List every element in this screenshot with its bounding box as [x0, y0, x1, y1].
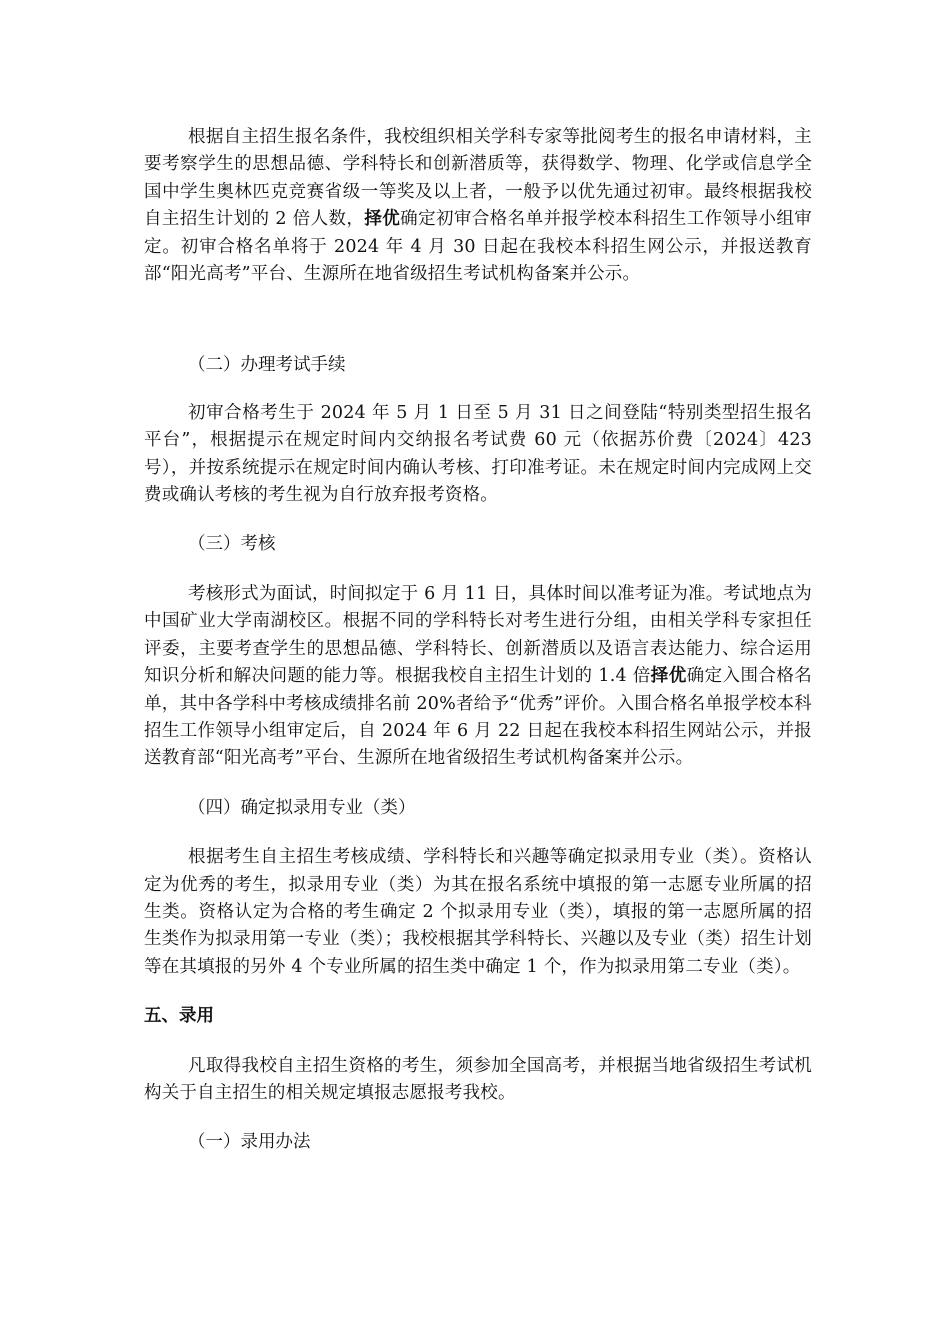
paragraph-text: 根据自主招生报名条件，我校组织相关学科专家等批阅考生的报名申请材料，主要考察学生的思想品德、学科特长和创新潜质等，获得数学、物理、化学或信息学全国中学生奥林匹克竞赛省级一等奖及以上者，一般予以优先通过初审。最终根据我校自主招生计划的 2 倍人数，	[144, 127, 812, 230]
paragraph-text: 确定初审合格名单并报学校本科招生工作领导小组审定。初审合格名单将于 2024 年 4 月 30 日起在我校本科招生网公示，并报送教育部“阳光高考”平台、生源所在地省级招生考试机构备案并公示。	[144, 209, 812, 285]
subheading-major-determination: （四）确定拟录用专业（类）	[188, 797, 416, 818]
subheading-exam-procedures: （二）办理考试手续	[188, 355, 346, 376]
document-page	[144, 124, 812, 1157]
paragraph-text: 考核形式为面试，时间拟定于 6 月 11 日，具体时间以准考证为准。考试地点为中国矿业大学南湖校区。根据不同的学科特长对考生进行分组，由相关学科专家担任评委，主要考查学生的思想品德、学科特长、创新潜质以及语言表达能力、综合运用知识分析和解决问题的能力等。根据我校自主招生计划的 1.4 倍	[144, 583, 812, 687]
emphasis-text: 择优	[364, 209, 401, 230]
paragraph-assessment	[144, 581, 812, 773]
subheading-admission-method: （一）录用办法	[188, 1132, 311, 1153]
subheading-assessment: （三）考核	[188, 534, 276, 555]
paragraph-text: 确定入围合格名单，其中各学科中考核成绩排名前 20%者给予“优秀”评价。入围合格名单报学校本科招生工作领导小组审定后，自 2024 年 6 月 22 日起在我校本科招生网站公示，并报送教育部“阳光高考”平台、生源所在地省级招生考试机构备案并公示。	[144, 666, 812, 769]
paragraph-admission: 凡取得我校自主招生资格的考生，须参加全国高考，并根据当地省级招生考试机构关于自主招生的相关规定填报志愿报考我校。	[144, 1055, 812, 1103]
emphasis-text: 择优	[650, 666, 687, 687]
section-heading-admission: 五、录用	[144, 1006, 214, 1027]
paragraph-preliminary-review	[144, 124, 812, 288]
paragraph-exam-procedures: 初审合格考生于 2024 年 5 月 1 日至 5 月 31 日之间登陆“特别类型招生报名平台”，根据提示在规定时间内交纳报名考试费 60 元（依据苏价费〔2024〕423 号），并按系统提示在规定时间内确认考核、打印准考证。未在规定时间内完成网上交费或确认考核的考生视为自行放弃报考资格。	[144, 402, 812, 506]
paragraph-major-determination: 根据考生自主招生考核成绩、学科特长和兴趣等确定拟录用专业（类）。资格认定为优秀的考生，拟录用专业（类）为其在报名系统中填报的第一志愿专业所属的招生类。资格认定为合格的考生确定 2 个拟录用专业（类），填报的第一志愿所属的招生类作为拟录用第一专业（类）；我校根据其学科特长、兴趣以及专业（类）招生计划等在其填报的另外 4 个专业所属的招生类中确定 1 个，作为拟录用第二专业（类）。	[144, 847, 812, 977]
